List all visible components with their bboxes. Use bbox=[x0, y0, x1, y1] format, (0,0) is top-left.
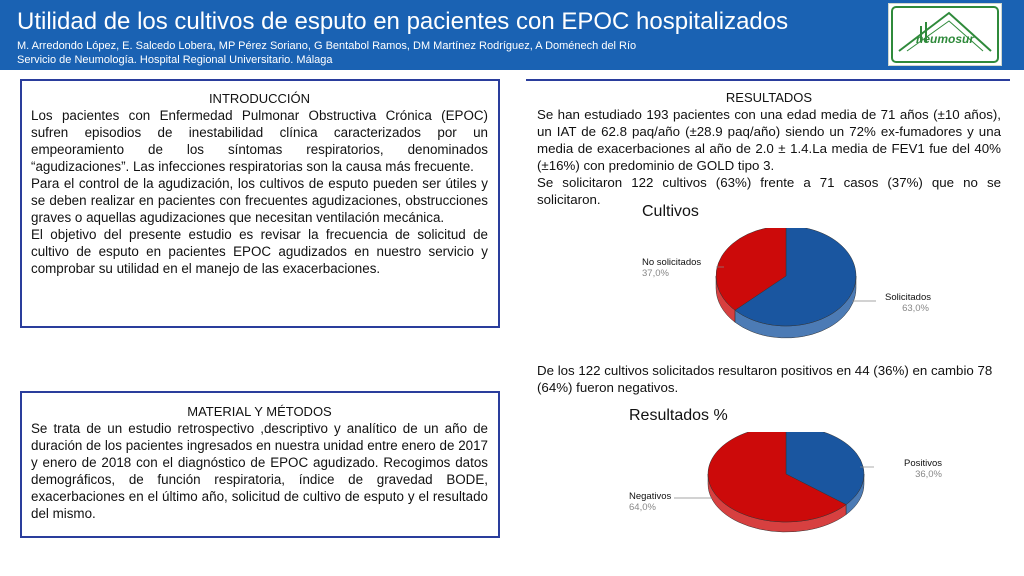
pie-label: Positivos bbox=[903, 458, 942, 469]
pie-data-label: 36,0% bbox=[915, 469, 942, 480]
introduccion-panel bbox=[20, 79, 500, 328]
authors-line: M. Arredondo López, E. Salcedo Lobera, MP Pérez Soriano, G Bentabol Ramos, DM Martínez Rodríguez, A Doménech del Río bbox=[17, 40, 637, 52]
material-panel bbox=[20, 391, 500, 538]
pie-data-label: 37,0% bbox=[642, 268, 669, 279]
pie-label: No solicitados bbox=[642, 257, 702, 268]
pie-label: Negativos bbox=[629, 491, 672, 502]
cultivos-chart-title: Cultivos bbox=[642, 203, 699, 220]
resultados-paragraph-2: Se solicitaron 122 cultivos (63%) frente a 71 casos (37%) que no se solicitaron. bbox=[537, 175, 1001, 207]
pie-data-label: 64,0% bbox=[629, 502, 656, 513]
logo-text: neumosur bbox=[915, 32, 975, 46]
cultivos-pie-chart bbox=[626, 228, 946, 348]
resultados-chart-title: Resultados % bbox=[629, 407, 728, 424]
resultados-second bbox=[537, 362, 1001, 396]
neumosur-logo-icon bbox=[889, 4, 1001, 65]
material-text: Se trata de un estudio retrospectivo ,descriptivo y analítico de un año de duración de los pacientes ingresados en nuestra unidad entre enero de 2017 y enero de 2018 con el diagnóstico de EPOC agudizado. Recogimos datos demográficos, de función respiratoria, índice de gravedad BODE, exacerbaciones en el último año, solicitud de cultivo de esputo y el resultado del mismo. bbox=[31, 421, 488, 521]
resultados-section bbox=[537, 89, 1001, 208]
resultados-title: RESULTADOS bbox=[725, 90, 813, 105]
resultados-pie-chart bbox=[614, 432, 954, 542]
resultados-paragraph-1: Se han estudiado 193 pacientes con una edad media de 71 años (±10 años), un IAT de 62.8 paq/año (±28.9 paq/año) siendo un 72% ex-fumadores y una media de exacerbaciones al año de 2.0 ± 1.4.La media de FEV1 fue del 40% (±16%) con predominio de GOLD tipo 3. bbox=[537, 107, 1001, 173]
neumosur-logo bbox=[888, 3, 1002, 66]
pie-label: Solicitados bbox=[885, 292, 931, 303]
resultados-second-text: De los 122 cultivos solicitados resultaron positivos en 44 (36%) en cambio 78 (64%) fueron negativos. bbox=[537, 363, 993, 395]
introduccion-title: INTRODUCCIÓN bbox=[208, 91, 311, 106]
introduccion-paragraph-1: Los pacientes con Enfermedad Pulmonar Obstructiva Crónica (EPOC) sufren episodios de inestabilidad clínica caracterizados por un empeoramiento de los síntomas respiratorios, denominados “agudizaciones”. Las infecciones respiratorias son la causa más frecuente. bbox=[31, 108, 488, 174]
material-title: MATERIAL Y MÉTODOS bbox=[187, 404, 332, 419]
service-line: Servicio de Neumología. Hospital Regional Universitario. Málaga bbox=[17, 54, 333, 66]
poster-title: Utilidad de los cultivos de esputo en pacientes con EPOC hospitalizados bbox=[17, 8, 789, 35]
introduccion-paragraph-3: El objetivo del presente estudio es revisar la frecuencia de solicitud de cultivo de esputo en pacientes EPOC agudizados en nuestro servicio y comprobar su utilidad en el manejo de las exacerbaciones. bbox=[31, 227, 488, 276]
pie-data-label: 63,0% bbox=[902, 303, 929, 314]
introduccion-paragraph-2: Para el control de la agudización, los cultivos de esputo pueden ser útiles y se deben realizar en pacientes con frecuentes agudizaciones, obstrucciones graves o aquellas agudizaciones que necesitan ventilación mecánica. bbox=[31, 176, 488, 225]
poster-header bbox=[0, 0, 1024, 70]
